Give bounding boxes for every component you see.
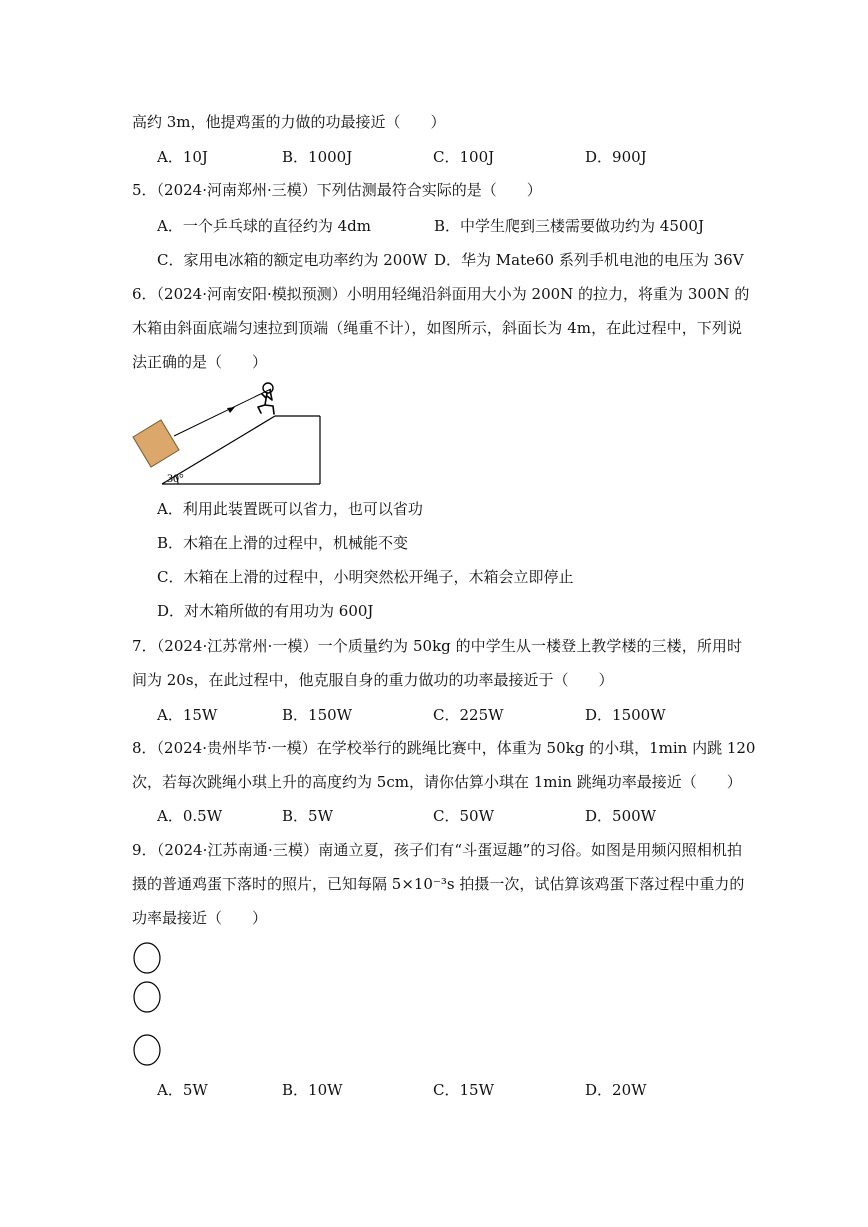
q7-option-d: D．1500W — [585, 706, 666, 724]
incline-figure — [128, 380, 328, 486]
q7-option-b: B．150W — [282, 706, 353, 724]
egg-3-icon — [134, 1035, 160, 1065]
q9-option-a: A．5W — [157, 1081, 208, 1099]
q9-stem-line-1: 9．（2024·江苏南通·三模）南通立夏，孩子们有“斗蛋逗趣”的习俗。如图是用频闪照相机拍 — [132, 841, 742, 859]
egg-1-icon — [134, 943, 160, 973]
q4-option-d: D．900J — [585, 148, 647, 166]
q4-option-c: C．100J — [433, 148, 495, 166]
angle-label: 30° — [167, 471, 184, 485]
q8-option-d: D．500W — [585, 807, 657, 825]
q9-option-b: B．10W — [282, 1081, 343, 1099]
q6-stem-line-1: 6．（2024·河南安阳·模拟预测）小明用轻绳沿斜面用大小为 200N 的拉力，将重为 300N 的 — [132, 285, 750, 303]
q7-option-a: A．15W — [157, 706, 218, 724]
q8-stem-line-1: 8．（2024·贵州毕节·一模）在学校举行的跳绳比赛中，体重为 50kg 的小琪，1min 内跳 120 — [132, 739, 756, 757]
q9-option-c: C．15W — [433, 1081, 494, 1099]
q4-option-b: B．1000J — [282, 148, 353, 166]
q5-option-a: A．一个乒乓球的直径约为 4dm — [157, 217, 371, 235]
q7-option-c: C．225W — [433, 706, 504, 724]
q9-option-d: D．20W — [585, 1081, 647, 1099]
q5-option-c: C．家用电冰箱的额定电功率约为 200W — [157, 251, 428, 269]
q7-stem-line-2: 间为 20s，在此过程中，他克服自身的重力做功的功率最接近于（ ） — [132, 671, 614, 689]
q6-stem-line-3: 法正确的是（ ） — [132, 353, 268, 371]
wooden-box — [133, 420, 179, 467]
q9-stem-line-2: 摄的普通鸡蛋下落时的照片，已知每隔 5×10⁻³s 拍摄一次，试估算该鸡蛋下落过程中重力的 — [132, 875, 745, 893]
q7-stem-line-1: 7．（2024·江苏常州·一模）一个质量约为 50kg 的中学生从一楼登上教学楼的三楼，所用时 — [132, 637, 742, 655]
q4-option-a: A．10J — [157, 148, 208, 166]
q8-option-b: B．5W — [282, 807, 333, 825]
q9-stem-line-3: 功率最接近（ ） — [132, 909, 268, 927]
q6-option-d: D．对木箱所做的有用功为 600J — [157, 602, 374, 620]
q8-option-c: C．50W — [433, 807, 494, 825]
q6-stem-line-2: 木箱由斜面底端匀速拉到顶端（绳重不计），如图所示，斜面长为 4m，在此过程中，下列说 — [132, 319, 742, 337]
q8-option-a: A．0.5W — [157, 807, 223, 825]
q5-stem: 5．（2024·河南郑州·三模）下列估测最符合实际的是（ ） — [132, 181, 542, 199]
egg-2-icon — [134, 982, 160, 1012]
rope — [174, 389, 271, 436]
q6-option-c: C．木箱在上滑的过程中，小明突然松开绳子，木箱会立即停止 — [157, 568, 574, 586]
egg-strobe-figure — [128, 938, 168, 1070]
person-head-icon — [263, 383, 273, 393]
q5-option-b: B．中学生爬到三楼需要做功约为 4500J — [434, 217, 704, 235]
q8-stem-line-2: 次，若每次跳绳小琪上升的高度约为 5cm，请你估算小琪在 1min 跳绳功率最接近（ ） — [132, 773, 742, 791]
q5-option-d: D．华为 Mate60 系列手机电池的电压为 36V — [434, 251, 744, 269]
q6-option-b: B．木箱在上滑的过程中，机械能不变 — [157, 534, 409, 552]
q6-option-a: A．利用此装置既可以省力，也可以省功 — [157, 500, 423, 518]
q4-stem-tail: 高约 3m，他提鸡蛋的力做的功最接近（ ） — [132, 113, 446, 131]
